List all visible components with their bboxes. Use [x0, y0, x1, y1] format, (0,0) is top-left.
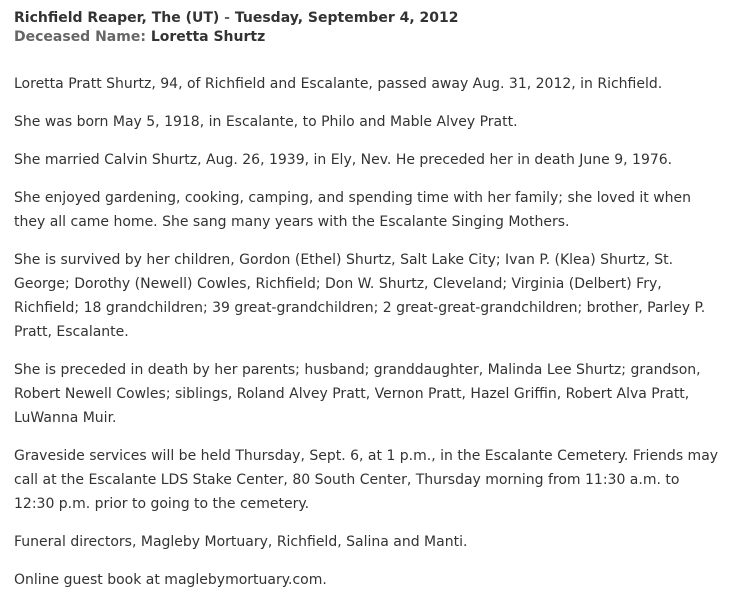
paragraph-services: Graveside services will be held Thursday, Sept. 6, at 1 p.m., in the Escalante Cemetery. Friends may call at the Escalante LDS Stake Center, 80 South Center, Thursday morning from 11:30 a.m. to 12:30 p.m. prior to going to the cemetery.: [14, 448, 719, 512]
paragraph-guest-book: Online guest book at maglebymortuary.com.: [14, 572, 327, 588]
paragraph-marriage: She married Calvin Shurtz, Aug. 26, 1939, in Ely, Nev. He preceded her in death June 9, 1976.: [14, 152, 673, 168]
paragraph-funeral-directors: Funeral directors, Magleby Mortuary, Richfield, Salina and Manti.: [14, 534, 468, 550]
paragraph-interests: She enjoyed gardening, cooking, camping, and spending time with her family; she loved it when they all came home. She sang many years with the Escalante Singing Mothers.: [14, 190, 692, 230]
paragraph-preceded: She is preceded in death by her parents; husband; granddaughter, Malinda Lee Shurtz; grandson, Robert Newell Cowles; siblings, Roland Alvey Pratt, Vernon Pratt, Hazel Griffin, Robert Alva Pratt, LuWanna Muir.: [14, 362, 701, 426]
deceased-name-label: Deceased Name:: [14, 29, 146, 45]
publication-date: Tuesday, September 4, 2012: [234, 10, 459, 26]
deceased-name: Loretta Shurtz: [150, 29, 266, 45]
paragraph-death-notice: Loretta Pratt Shurtz, 94, of Richfield and Escalante, passed away Aug. 31, 2012, in Richfield.: [14, 76, 663, 92]
deceased-name-line: [14, 29, 721, 46]
publication-header: [14, 10, 721, 27]
obituary-body: [14, 72, 721, 592]
paragraph-birth: She was born May 5, 1918, in Escalante, to Philo and Mable Alvey Pratt.: [14, 114, 518, 130]
paragraph-survivors: She is survived by her children, Gordon (Ethel) Shurtz, Salt Lake City; Ivan P. (Klea) Shurtz, St. George; Dorothy (Newell) Cowles, Richfield; Don W. Shurtz, Cleveland; Virginia (Delbert) Fry, Richfield; 18 grandchildren; 39 great-grandchildren; 2 great-great-grandchildren; brother, Parley P. Pratt, Escalante.: [14, 252, 706, 340]
header-separator: -: [219, 10, 235, 26]
publication-source: Richfield Reaper, The (UT): [14, 10, 220, 26]
